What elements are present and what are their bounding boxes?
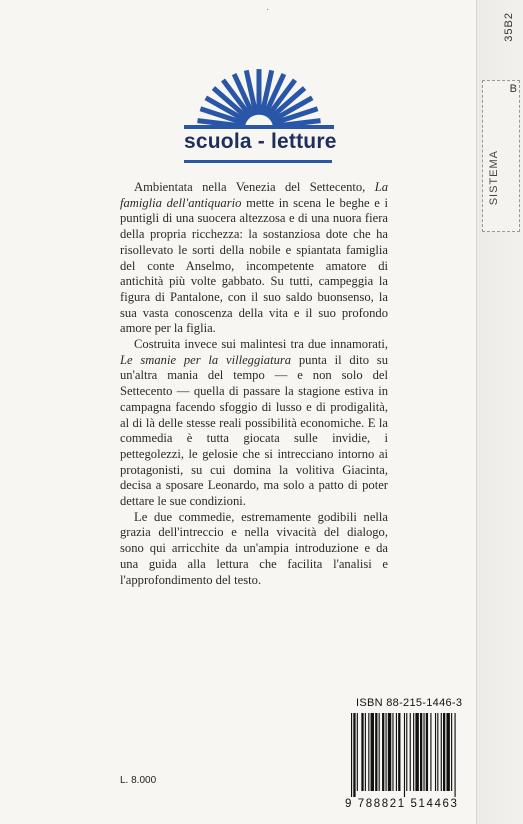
barcode [349, 713, 507, 797]
series-title: scuola - letture [184, 130, 337, 153]
barcode-bar [379, 713, 380, 791]
blurb-paragraph-3: Le due commedie, estremamente godibili nella grazia dell'intreccio e nella vivacità del dialogo, sono qui arricchite da un'ampia introduzione e da una guida alla lettura che facilita l'analisi e l'approfondimento del testo. [120, 509, 388, 587]
barcode-bar [404, 713, 405, 797]
barcode-bar [455, 713, 456, 797]
barcode-bar [396, 713, 397, 791]
barcode-bar [365, 713, 366, 791]
barcode-bar [451, 713, 452, 791]
blurb-paragraph-1: Ambientata nella Venezia del Settecento, La famiglia dell'antiquario mette in scena le beghe e i puntigli di una suocera altezzosa e di una nuora fiera della propria ricchezza: la sostanziosa dote che ha risollevato le sorti della nobile e spiantata famiglia del conte Anselmo, incompetente amatore di antichità più volte gabbato. Su tutti, campeggia la figura di Pantalone, con il suo saldo buonsenso, la sua vasta conoscenza della vita e il suo profondo amore per la figlia. [120, 180, 388, 336]
barcode-bar [446, 713, 449, 791]
logo-base-line [184, 125, 334, 129]
catalog-code: 35B2 [503, 12, 515, 42]
barcode-bar [406, 713, 407, 791]
barcode-bar [430, 713, 431, 791]
barcode-digits: 9 788821 514463 [345, 798, 459, 810]
barcode-bar [386, 713, 387, 791]
series-title-rule [184, 160, 332, 163]
book-title-2: Le smanie per la villeggiatura [120, 352, 292, 367]
barcode-bar [357, 713, 358, 791]
barcode-bar [351, 713, 352, 797]
isbn-number: ISBN 88-215-1446-3 [356, 697, 463, 709]
barcode-bar [375, 713, 377, 791]
barcode-bar [410, 713, 411, 791]
barcode-bar [426, 713, 428, 791]
barcode-bar [415, 713, 418, 791]
barcode-bar [382, 713, 384, 791]
library-system-label: SISTEMA [488, 150, 500, 206]
barcode-bar [437, 713, 438, 791]
barcode-bar [398, 713, 400, 791]
barcode-bar [423, 713, 424, 791]
barcode-bar [371, 713, 374, 791]
book-title-1: La famiglia dell'antiquario [120, 180, 388, 210]
barcode-bar [435, 713, 436, 791]
blurb-paragraph-2: Costruita invece sui malintesi tra due innamorati, Le smanie per la villeggiatura punta il dito su un'altra mania del tempo — e non solo del Settecento — quella di passare la stagione estiva in campagna facendo sfoggio di lusso e di prodigalità, al di là delle stesse reali possibilità economiche. E la commedia è tutta giocata sulle invidie, i pettegolezzi, le gelosie che si intrecciano intorno ai protagonisti, su cui domina la volitiva Giacinta, decisa a sposare Leonardo, ma solo a patto di poter dettare le sue condizioni. [120, 337, 388, 509]
barcode-bar [441, 713, 442, 791]
barcode-bar [413, 713, 414, 791]
barcode-bar [361, 713, 363, 791]
barcode-bar [368, 713, 369, 791]
library-label-letter: B [509, 83, 517, 95]
barcode-bar [392, 713, 393, 791]
top-mark: · [266, 4, 270, 15]
barcode-bar [443, 713, 445, 791]
barcode-bar [353, 713, 355, 797]
price-label: L. 8.000 [120, 775, 157, 786]
barcode-bar [420, 713, 422, 791]
barcode-bar [388, 713, 391, 791]
series-sunburst-logo [184, 62, 334, 130]
blurb-text [120, 180, 388, 588]
